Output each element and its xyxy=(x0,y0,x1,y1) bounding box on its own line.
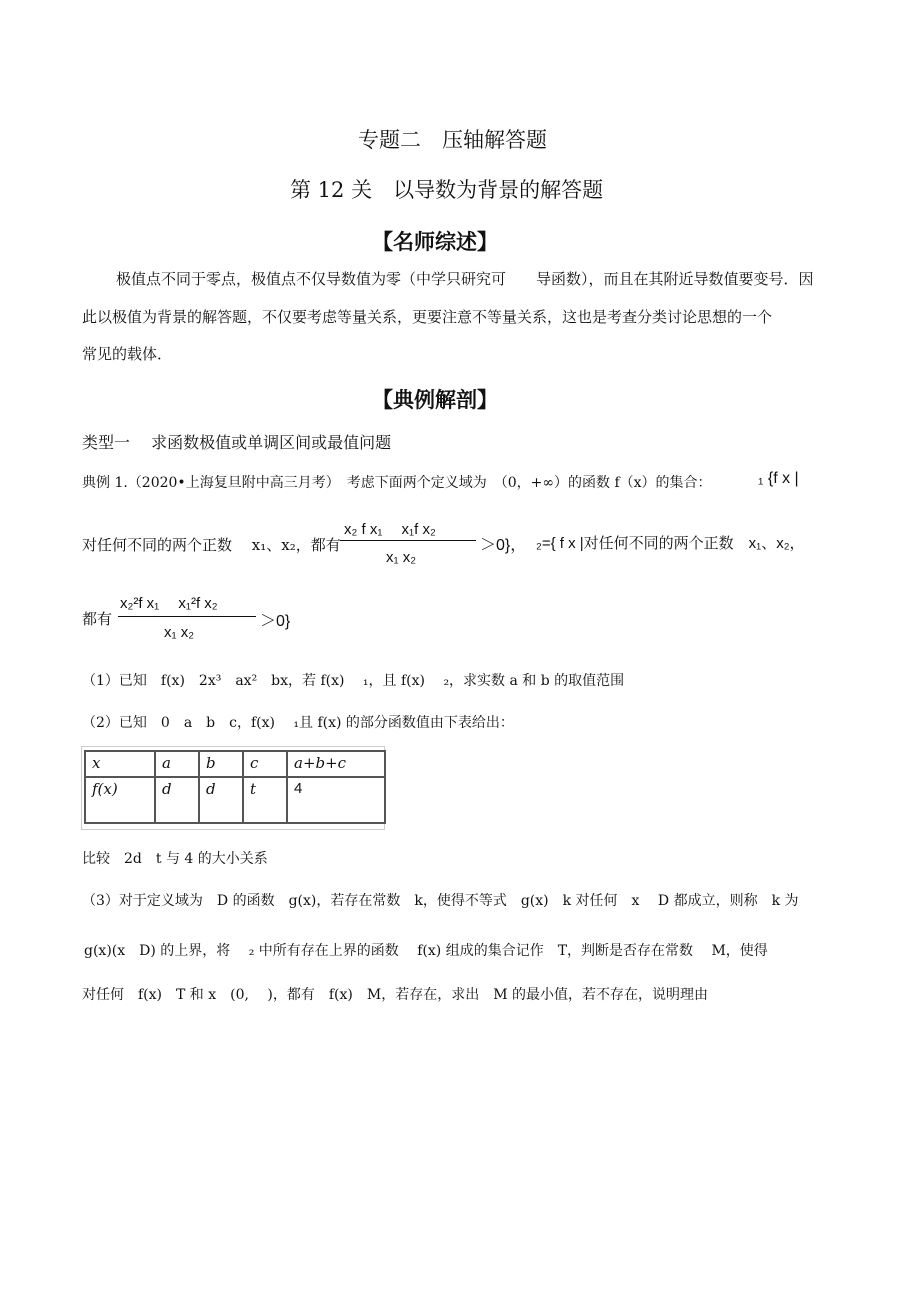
table-cell: f(x) xyxy=(85,777,155,823)
table-cell: a xyxy=(155,751,199,777)
question-3-line-3: 对任何 f(x) T 和 x (0, )，都有 f(x) M，若存在，求出 M 的最小值，若不存在，说明理由 xyxy=(82,987,708,1003)
fraction-2-numerator: x₂²f x₁ x₁²f x₂ xyxy=(120,595,218,612)
table-cell: c xyxy=(243,751,287,777)
type-one-title: 类型一 求函数极值或单调区间或最值问题 xyxy=(82,433,392,452)
table-cell: t xyxy=(243,777,287,823)
table-cell: d xyxy=(155,777,199,823)
table-cell: b xyxy=(199,751,243,777)
fraction-1-denominator: x₁ x₂ xyxy=(386,549,417,566)
table-cell: d xyxy=(199,777,243,823)
fraction-2-denominator: x₁ x₂ xyxy=(164,624,195,641)
value-table xyxy=(84,750,386,824)
question-2: （2）已知 0 a b c，f(x) ₁且 f(x) 的部分函数值由下表给出： xyxy=(82,715,514,731)
lesson-title: 第 12 关 以导数为背景的解答题 xyxy=(290,178,604,202)
table-row xyxy=(85,751,385,777)
question-1: （1）已知 f(x) 2x³ ax² bx，若 f(x) ₁，且 f(x) ₂，求实数 a 和 b 的取值范围 xyxy=(82,673,625,689)
table-cell: 4 xyxy=(287,777,385,823)
set-two-definition: ₂={ f x |对任何不同的两个正数 x₁、x₂， xyxy=(536,535,805,552)
fraction-1-bar xyxy=(340,540,476,541)
table-row xyxy=(85,777,385,823)
fraction-1-tail: ＞0}， xyxy=(480,537,527,554)
table-cell: x xyxy=(85,751,155,777)
question-2-compare: 比较 2d t 与 4 的大小关系 xyxy=(82,851,268,867)
condition-text: 对任何不同的两个正数 x₁、x₂，都有 xyxy=(82,536,341,554)
table-cell: a+b+c xyxy=(287,751,385,777)
overview-line-1: 极值点不同于零点，极值点不仅导数值为零（中学只研究可 导函数），而且在其附近导数值要变号．因 xyxy=(116,270,814,288)
fraction-2-tail: ＞0} xyxy=(260,613,291,630)
question-3-line-2: g(x)(x D) 的上界，将 ₂ 中所有存在上界的函数 f(x) 组成的集合记作 T，判断是否存在常数 M，使得 xyxy=(84,943,768,959)
overview-line-3: 常见的载体． xyxy=(82,345,173,363)
question-3-line-1: （3）对于定义域为 D 的函数 g(x)，若存在常数 k，使得不等式 g(x) k 对任何 x D 都成立，则称 k 为 xyxy=(82,893,799,909)
fraction-1-numerator: x₂ f x₁ x₁f x₂ xyxy=(344,521,436,538)
fraction-2-bar xyxy=(118,616,256,617)
overview-line-2: 此以极值为背景的解答题，不仅要考虑等量关系，更要注意不等量关系，这也是考查分类讨论思想的一个 xyxy=(82,308,773,326)
overview-heading: 【名师综述】 xyxy=(372,229,498,254)
dou-you-text: 都有 xyxy=(82,610,113,628)
examples-heading: 【典例解剖】 xyxy=(372,387,498,412)
set-one-open: ₁ {f x | xyxy=(758,470,799,487)
example-1-intro: 典例 1.（2020•上海复旦附中高三月考） 考虑下面两个定义域为 （0，+∞）的函数 f（x）的集合： xyxy=(82,475,712,491)
topic-title: 专题二 压轴解答题 xyxy=(358,128,547,152)
